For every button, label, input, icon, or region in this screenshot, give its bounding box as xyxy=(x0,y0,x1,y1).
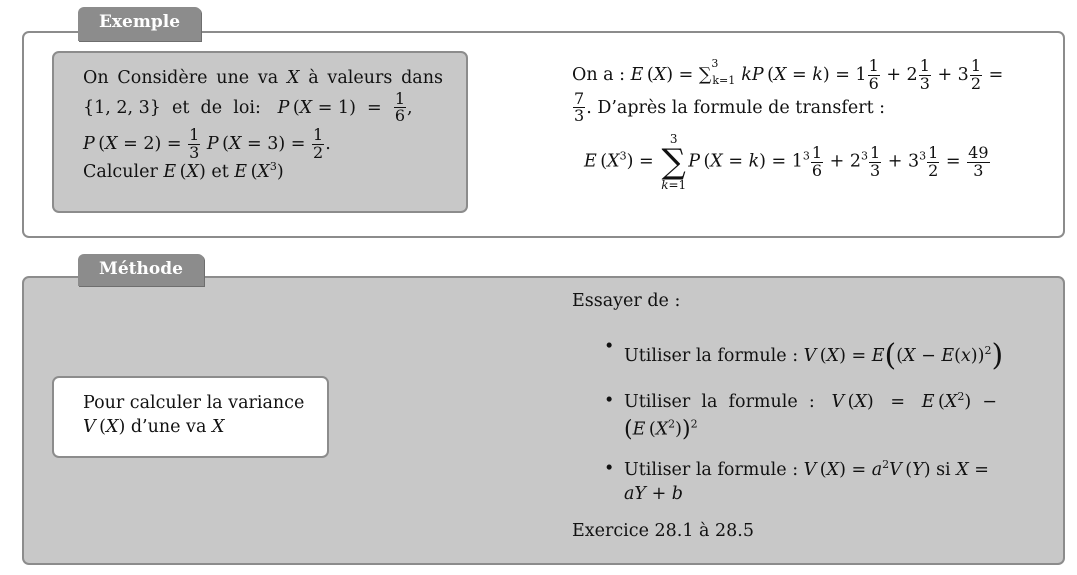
p2-fraction: $\frac{1}{3}$ xyxy=(189,125,200,163)
methode-item-3: • Utiliser la formule : V $(X) = a^2V$ (Y) si X = aY + b xyxy=(600,458,1038,506)
exemple-solution xyxy=(572,58,1040,191)
exemple-tab: Exemple xyxy=(78,7,201,41)
methode-item-2: • Utiliser la formule : V (X) = E $(X^2)$ − (E $(X^2))^2$ xyxy=(600,390,1038,444)
solution-line3: E $(X^3)$ = 3 ∑ k=1 P $(X = k) = 1^3$ $\frac{1}{6}$ + $2^3$ $\frac{1}{3}$ + $3^3$ $\frac{1}{2}$ = $\frac{49}{3}$ xyxy=(584,132,989,193)
exemple-statement xyxy=(83,67,443,184)
statement-line1: On Considère une va X à valeurs dans {1, 2, 3} et de loi: P (X = 1) = $\frac{1}{6}$ , xyxy=(83,68,443,126)
methode-footer: Exercice 28.1 à 28.5 xyxy=(572,521,754,542)
methode-item-1: • Utiliser la formule : V $(X) = E((X - E(x))^2)$ xyxy=(600,336,1038,377)
methode-prompt: Pour calculer la variance V (X) d’une va X xyxy=(83,393,305,437)
methode-intro: Essayer de : xyxy=(572,291,681,311)
expectation-result: $\frac{7}{3}$ xyxy=(574,88,585,126)
exemple-statement-box xyxy=(52,51,468,213)
solution-line1: On a : E (X) = ∑$^3_{k=1}$ kP (X = k) = 1 $\frac{1}{6}$ + 2 $\frac{1}{3}$ + 3 $\frac{1}{2}$ = xyxy=(572,56,1004,93)
methode-content xyxy=(572,290,1038,544)
statement-question: Calculer E (X) et E $(X^3)$ xyxy=(83,159,284,182)
p3-fraction: $\frac{1}{2}$ xyxy=(313,125,324,163)
statement-line2: P (X = 2) = $\frac{1}{3}$ P (X = 3) = $\frac{1}{2}$ . xyxy=(83,125,331,163)
methode-list xyxy=(600,336,1038,507)
methode-tab: Méthode xyxy=(78,254,204,286)
methode-prompt-box xyxy=(52,376,329,458)
p1-fraction: $\frac{1}{6}$ xyxy=(394,88,405,126)
final-result: $\frac{49}{3}$ xyxy=(968,142,989,180)
solution-line2: $\frac{7}{3}$ . D’après la formule de transfert : xyxy=(574,88,886,126)
sum-symbol: 3 ∑ k=1 xyxy=(661,132,687,193)
